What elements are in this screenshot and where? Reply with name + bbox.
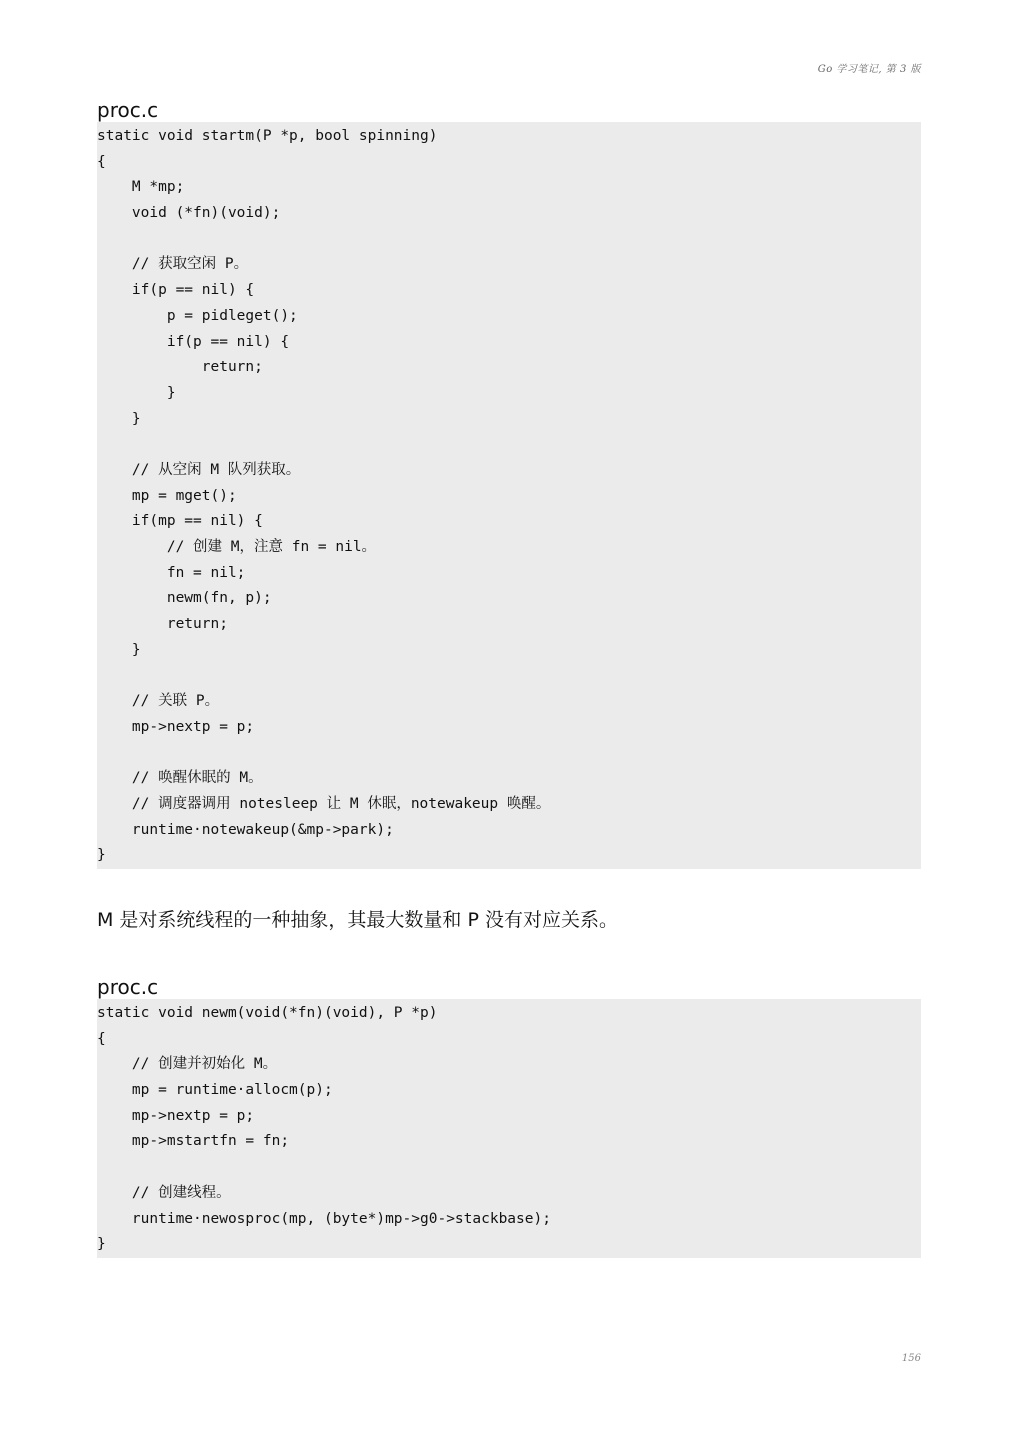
body-paragraph: M 是对系统线程的一种抽象，其最大数量和 P 没有对应关系。 (97, 909, 618, 931)
code-line: if(mp == nil) { (97, 513, 263, 530)
code-line: { (97, 1030, 106, 1047)
page-number: 156 (901, 1353, 921, 1364)
code-line: } (97, 384, 176, 401)
code-line: } (97, 1236, 106, 1253)
code-line: // 获取空闲 P。 (97, 256, 249, 273)
code-line: // 创建线程。 (97, 1184, 231, 1201)
code-line: // 调度器调用 notesleep 让 M 休眠，notewakeup 唤醒。 (97, 795, 551, 812)
code-line: { (97, 153, 106, 170)
code-line: mp->nextp = p; (97, 718, 255, 735)
code-line: void (*fn)(void); (97, 205, 281, 222)
file-label: proc.c (97, 98, 159, 122)
code-line: runtime·notewakeup(&mp->park); (97, 821, 394, 838)
code-line: p = pidleget(); (97, 307, 298, 324)
code-line: // 创建并初始化 M。 (97, 1056, 278, 1073)
code-section-2 (97, 975, 921, 1258)
file-label: proc.c (97, 975, 159, 999)
code-line (97, 663, 921, 689)
code-section-1 (97, 98, 921, 869)
code-line (97, 227, 921, 253)
code-line: mp = mget(); (97, 487, 237, 504)
code-line: } (97, 410, 141, 427)
code-line: mp = runtime·allocm(p); (97, 1082, 333, 1099)
code-line: static void newm(void(*fn)(void), P *p) (97, 1005, 438, 1021)
code-line: return; (97, 359, 263, 376)
code-line: // 唤醒休眠的 M。 (97, 770, 263, 787)
code-block (97, 999, 921, 1258)
code-line: } (97, 847, 106, 864)
code-line (97, 741, 921, 767)
code-line: } (97, 641, 141, 658)
code-line: return; (97, 616, 228, 633)
code-line: // 关联 P。 (97, 693, 220, 710)
code-line: newm(fn, p); (97, 590, 272, 607)
code-line: runtime·newosproc(mp, (byte*)mp->g0->stackbase); (97, 1210, 551, 1227)
code-line: if(p == nil) { (97, 282, 255, 299)
code-line: // 创建 M，注意 fn = nil。 (97, 539, 377, 555)
code-line (97, 1155, 921, 1181)
code-line: mp->nextp = p; (97, 1107, 255, 1124)
code-block (97, 122, 921, 869)
code-line: static void startm(P *p, bool spinning) (97, 128, 438, 144)
code-line: mp->mstartfn = fn; (97, 1133, 290, 1150)
code-line: if(p == nil) { (97, 333, 290, 350)
code-line: M *mp; (97, 179, 185, 196)
code-line: // 从空闲 M 队列获取。 (97, 461, 301, 478)
running-header: Go 学习笔记, 第 3 版 (817, 64, 921, 75)
code-line: fn = nil; (97, 564, 246, 581)
code-line (97, 432, 921, 458)
